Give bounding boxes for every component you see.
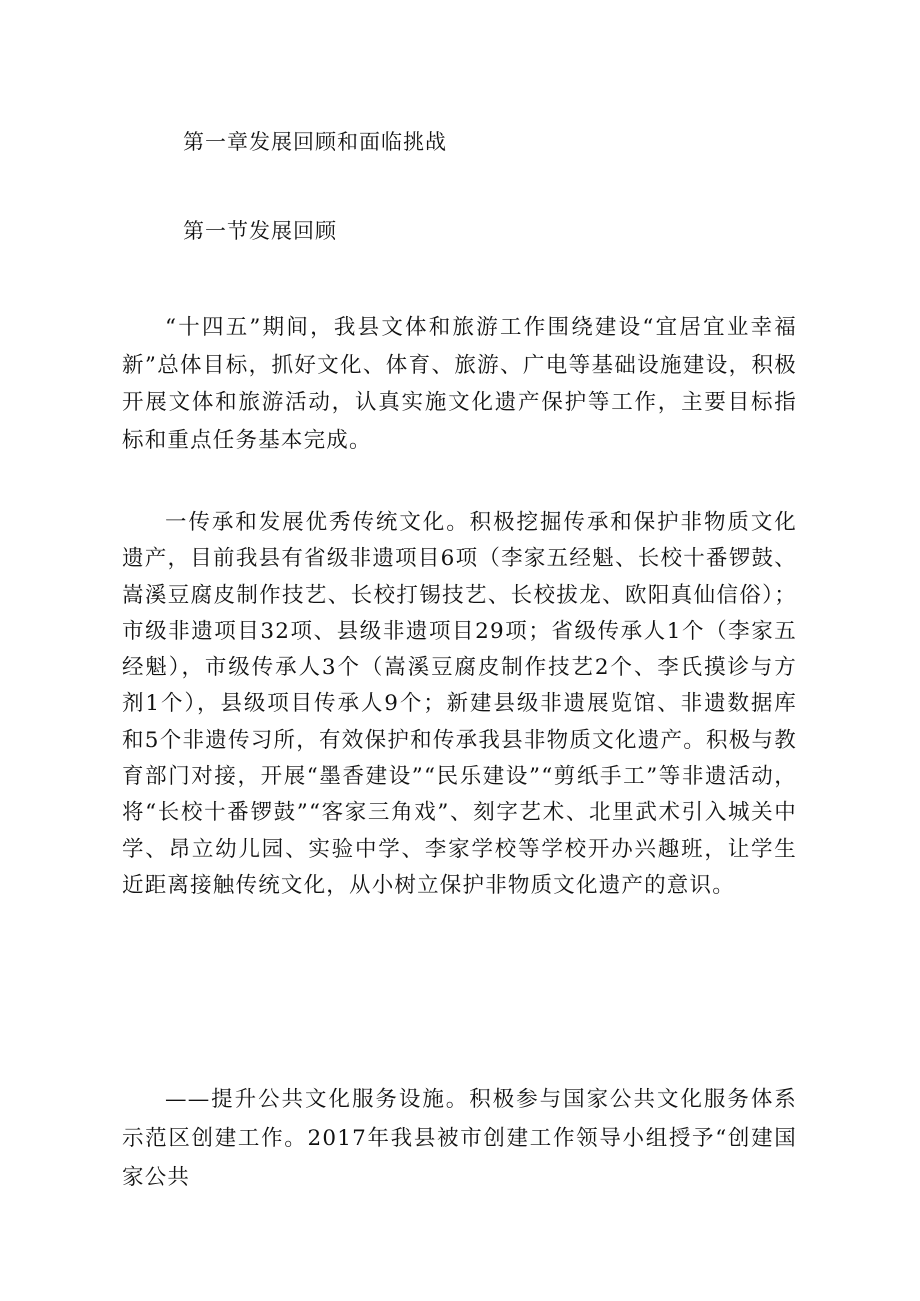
section-title: 第一节发展回顾	[183, 219, 337, 243]
paragraph-public-services: ——提升公共文化服务设施。积极参与国家公共文化服务体系示范区创建工作。2017年我县被市创建工作领导小组授予“创建国家公共	[122, 1087, 797, 1190]
paragraph-traditional-culture: 一传承和发展优秀传统文化。积极挖掘传承和保护非物质文化遗产，目前我县有省级非遗项目6项（李家五经魁、长校十番锣鼓、嵩溪豆腐皮制作技艺、长校打锡技艺、长校拔龙、欧阳真仙信俗）；市级非遗项目32项、县级非遗项目29项；省级传承人1个（李家五经魁），市级传承人3个（嵩溪豆腐皮制作技艺2个、李氏摸诊与方剂1个），县级项目传承人9个；新建县级非遗展览馆、非遗数据库和5个非遗传习所，有效保护和传承我县非物质文化遗产。积极与教育部门对接，开展“墨香建设”“民乐建设”“剪纸手工”等非遗活动，将“长校十番锣鼓”“客家三角戏”、刻字艺术、北里武术引入城关中学、昂立幼儿园、实验中学、李家学校等学校开办兴趣班，让学生近距离接触传统文化，从小树立保护非物质文化遗产的意识。	[122, 510, 797, 898]
chapter-title: 第一章发展回顾和面临挑战	[183, 130, 447, 154]
paragraph-overview: “十四五”期间，我县文体和旅游工作围绕建设“宜居宜业幸福新”总体目标，抓好文化、体育、旅游、广电等基础设施建设，积极开展文体和旅游活动，认真实施文化遗产保护等工作，主要目标指标和重点任务基本完成。	[122, 315, 797, 453]
